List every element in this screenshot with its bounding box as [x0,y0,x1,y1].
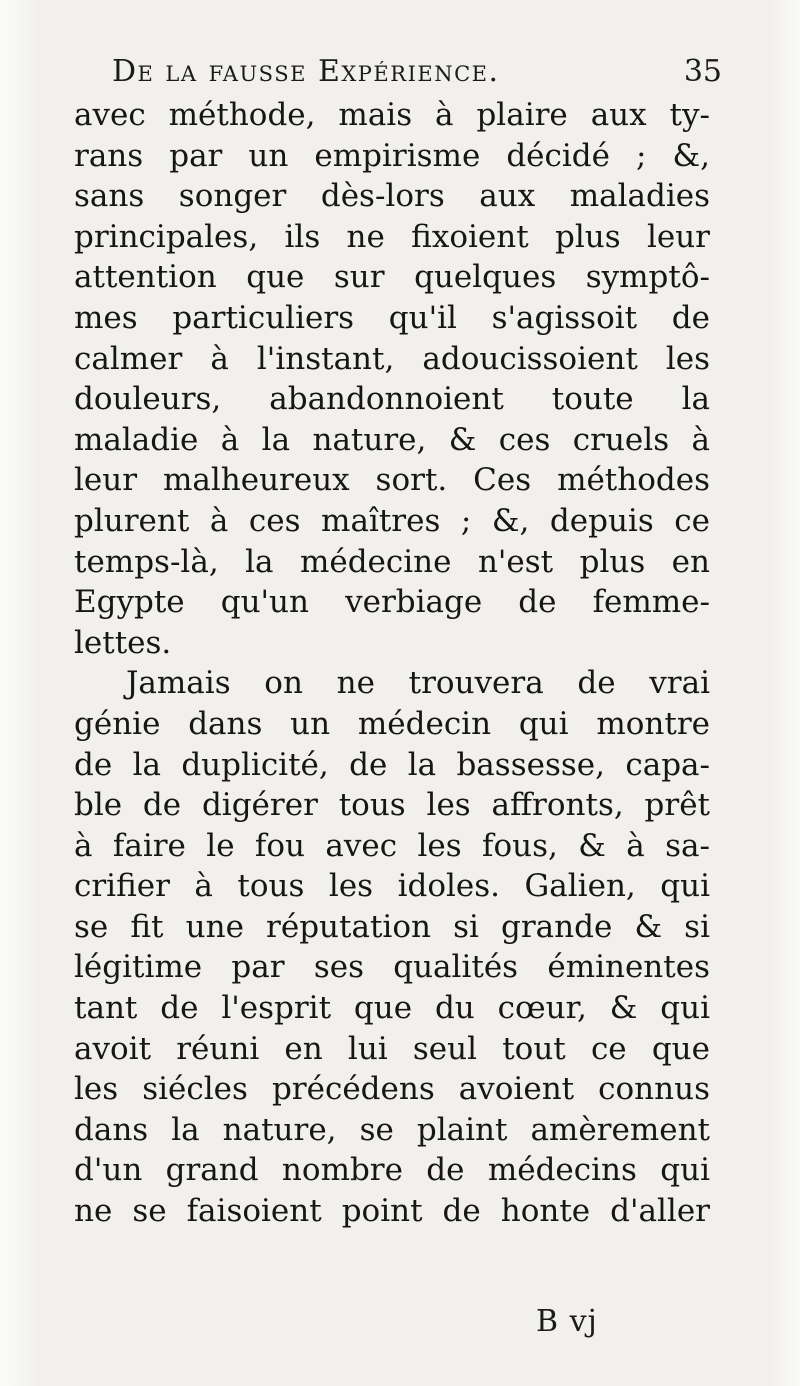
body-text [74,95,710,1232]
text-line: ble de digérer tous les affronts, prêt [74,787,710,824]
text-line: avoit réuni en lui seul tout ce que [74,1030,710,1067]
text-line: crifier à tous les idoles. Galien, qui [74,868,710,905]
text-line: principales, ils ne fixoient plus leur [74,218,710,255]
text-line: avec méthode, mais à plaire aux ty- [74,97,710,133]
text-line: temps-là, la médecine n'est plus en [74,543,710,580]
running-head-title: De la fausse Expérience. [112,54,500,89]
text-line: rans par un empirisme décidé ; &, [74,137,710,174]
text-line: dans la nature, se plaint amèrement [74,1111,710,1148]
text-line: attention que sur quelques symptô- [74,259,710,296]
text-line: maladie à la nature, & ces cruels à [74,421,710,458]
text-line: ne se faisoient point de honte d'aller [74,1193,710,1230]
page-number: 35 [683,54,722,89]
page-edge-right [770,0,800,1386]
page-edge-left [0,0,40,1386]
text-line: Egypte qu'un verbiage de femme- [74,584,710,621]
text-line: tant de l'esprit que du cœur, & qui [74,990,710,1027]
running-head [112,54,722,94]
text-line: douleurs, abandonnoient toute la [74,381,710,418]
paragraph-start-line: Jamais on ne trouvera de vrai [126,665,710,702]
text-line: les siécles précédens avoient connus [74,1071,710,1108]
text-line: à faire le fou avec les fous, & à sa- [74,827,710,864]
text-line: génie dans un médecin qui montre [74,705,710,742]
text-line: sans songer dès-lors aux maladies [74,178,710,215]
text-line: mes particuliers qu'il s'agissoit de [74,299,710,336]
text-line: plurent à ces maîtres ; &, depuis ce [74,502,710,539]
text-line: d'un grand nombre de médecins qui [74,1152,710,1189]
text-line: leur malheureux sort. Ces méthodes [74,462,710,499]
text-line: de la duplicité, de la bassesse, capa- [74,746,710,783]
signature-mark: B vj [536,1304,598,1339]
text-line: lettes. [74,624,172,661]
text-line: calmer à l'instant, adoucissoient les [74,340,710,377]
text-line: légitime par ses qualités éminentes [74,949,710,986]
text-line: se fit une réputation si grande & si [74,908,710,945]
